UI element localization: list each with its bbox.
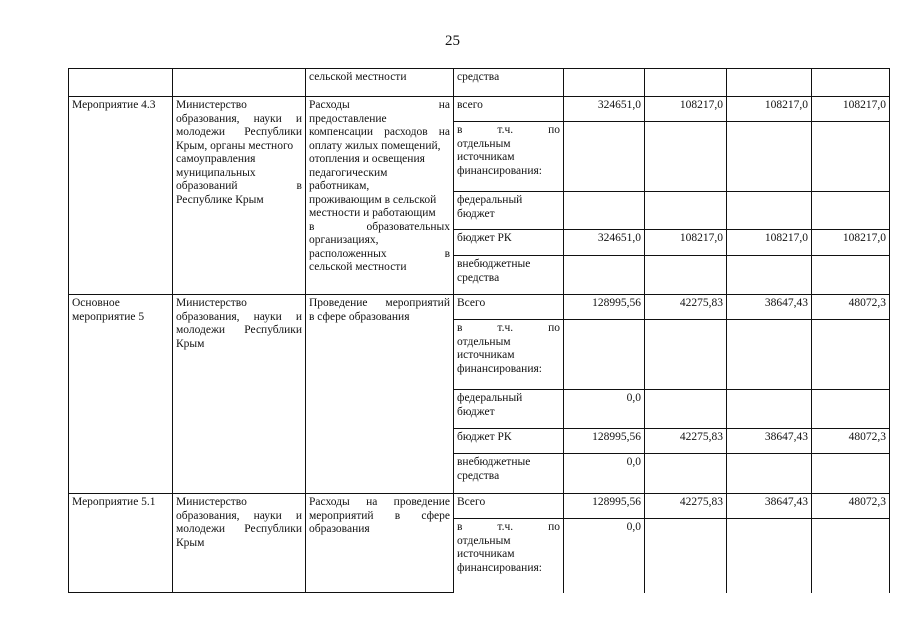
amount-year-2-cell: 108217,0	[727, 230, 812, 256]
amount-year-3-cell	[812, 69, 890, 97]
amount-total-cell: 324651,0	[564, 97, 645, 122]
amount-year-2-cell: 38647,43	[727, 494, 812, 519]
description-cell: сельской местности	[306, 69, 454, 97]
amount-year-3-cell: 48072,3	[812, 295, 890, 320]
amount-total-cell: 128995,56	[564, 295, 645, 320]
amount-total-cell: 0,0	[564, 390, 645, 429]
amount-year-2-cell: 108217,0	[727, 97, 812, 122]
source-cell: в т.ч. по отдельным источникам финансирования:	[454, 122, 564, 192]
source-cell: средства	[454, 69, 564, 97]
amount-year-1-cell	[645, 122, 727, 192]
amount-total-cell: 324651,0	[564, 230, 645, 256]
source-cell: Всего	[454, 494, 564, 519]
amount-year-1-cell	[645, 519, 727, 593]
amount-year-3-cell: 48072,3	[812, 494, 890, 519]
amount-year-3-cell	[812, 320, 890, 390]
amount-year-2-cell	[727, 320, 812, 390]
page-number: 25	[445, 33, 460, 49]
executor-cell: Министерство образования, науки и молодежи Республики Крым, органы местного самоуправления муниципальных образований в Республике Крым	[173, 97, 306, 295]
amount-year-1-cell	[645, 256, 727, 295]
amount-year-2-cell	[727, 122, 812, 192]
amount-year-3-cell	[812, 256, 890, 295]
amount-year-1-cell	[645, 320, 727, 390]
amount-year-2-cell	[727, 454, 812, 494]
amount-year-1-cell: 108217,0	[645, 97, 727, 122]
amount-total-cell	[564, 192, 645, 230]
amount-total-cell: 128995,56	[564, 494, 645, 519]
amount-year-1-cell: 108217,0	[645, 230, 727, 256]
amount-total-cell	[564, 256, 645, 295]
amount-total-cell: 0,0	[564, 519, 645, 593]
amount-year-3-cell: 108217,0	[812, 230, 890, 256]
amount-year-2-cell	[727, 256, 812, 295]
amount-total-cell	[564, 320, 645, 390]
source-cell: федеральный бюджет	[454, 192, 564, 230]
amount-year-3-cell	[812, 122, 890, 192]
budget-table	[68, 68, 890, 593]
activity-name-cell	[69, 69, 173, 97]
amount-total-cell: 128995,56	[564, 429, 645, 454]
amount-total-cell	[564, 69, 645, 97]
table-row	[69, 295, 890, 320]
amount-year-1-cell	[645, 454, 727, 494]
amount-year-2-cell	[727, 390, 812, 429]
description-cell: Расходы на проведение мероприятий в сфере образования	[306, 494, 454, 593]
amount-year-3-cell: 48072,3	[812, 429, 890, 454]
amount-year-3-cell	[812, 519, 890, 593]
activity-name-cell: Основное мероприятие 5	[69, 295, 173, 494]
source-cell: бюджет РК	[454, 230, 564, 256]
amount-total-cell	[564, 122, 645, 192]
table-row	[69, 494, 890, 519]
amount-year-3-cell	[812, 192, 890, 230]
amount-year-2-cell	[727, 69, 812, 97]
amount-year-1-cell: 42275,83	[645, 429, 727, 454]
amount-year-2-cell: 38647,43	[727, 429, 812, 454]
source-cell: в т.ч. по отдельным источникам финансирования:	[454, 320, 564, 390]
source-cell: бюджет РК	[454, 429, 564, 454]
amount-year-1-cell	[645, 69, 727, 97]
amount-year-2-cell	[727, 192, 812, 230]
source-cell: внебюджетные средства	[454, 454, 564, 494]
executor-cell: Министерство образования, науки и молодежи Республики Крым	[173, 295, 306, 494]
activity-name-cell: Мероприятие 4.3	[69, 97, 173, 295]
executor-cell	[173, 69, 306, 97]
table-row	[69, 97, 890, 122]
amount-year-3-cell	[812, 454, 890, 494]
amount-year-2-cell	[727, 519, 812, 593]
source-cell: федеральный бюджет	[454, 390, 564, 429]
description-cell: Расходы на предоставление компенсации расходов на оплату жилых помещений, отопления и освещения педагогическим работникам, проживающим в сельской местности и работающим в образовательных организациях, расположенных в сельской местности	[306, 97, 454, 295]
activity-name-cell: Мероприятие 5.1	[69, 494, 173, 593]
executor-cell: Министерство образования, науки и молодежи Республики Крым	[173, 494, 306, 593]
source-cell: в т.ч. по отдельным источникам финансирования:	[454, 519, 564, 593]
amount-year-1-cell: 42275,83	[645, 295, 727, 320]
source-cell: внебюджетные средства	[454, 256, 564, 295]
amount-year-3-cell: 108217,0	[812, 97, 890, 122]
continued-row	[69, 69, 890, 97]
amount-total-cell: 0,0	[564, 454, 645, 494]
description-cell: Проведение мероприятий в сфере образования	[306, 295, 454, 494]
source-cell: Всего	[454, 295, 564, 320]
source-cell: всего	[454, 97, 564, 122]
amount-year-1-cell: 42275,83	[645, 494, 727, 519]
amount-year-2-cell: 38647,43	[727, 295, 812, 320]
amount-year-1-cell	[645, 390, 727, 429]
amount-year-1-cell	[645, 192, 727, 230]
amount-year-3-cell	[812, 390, 890, 429]
